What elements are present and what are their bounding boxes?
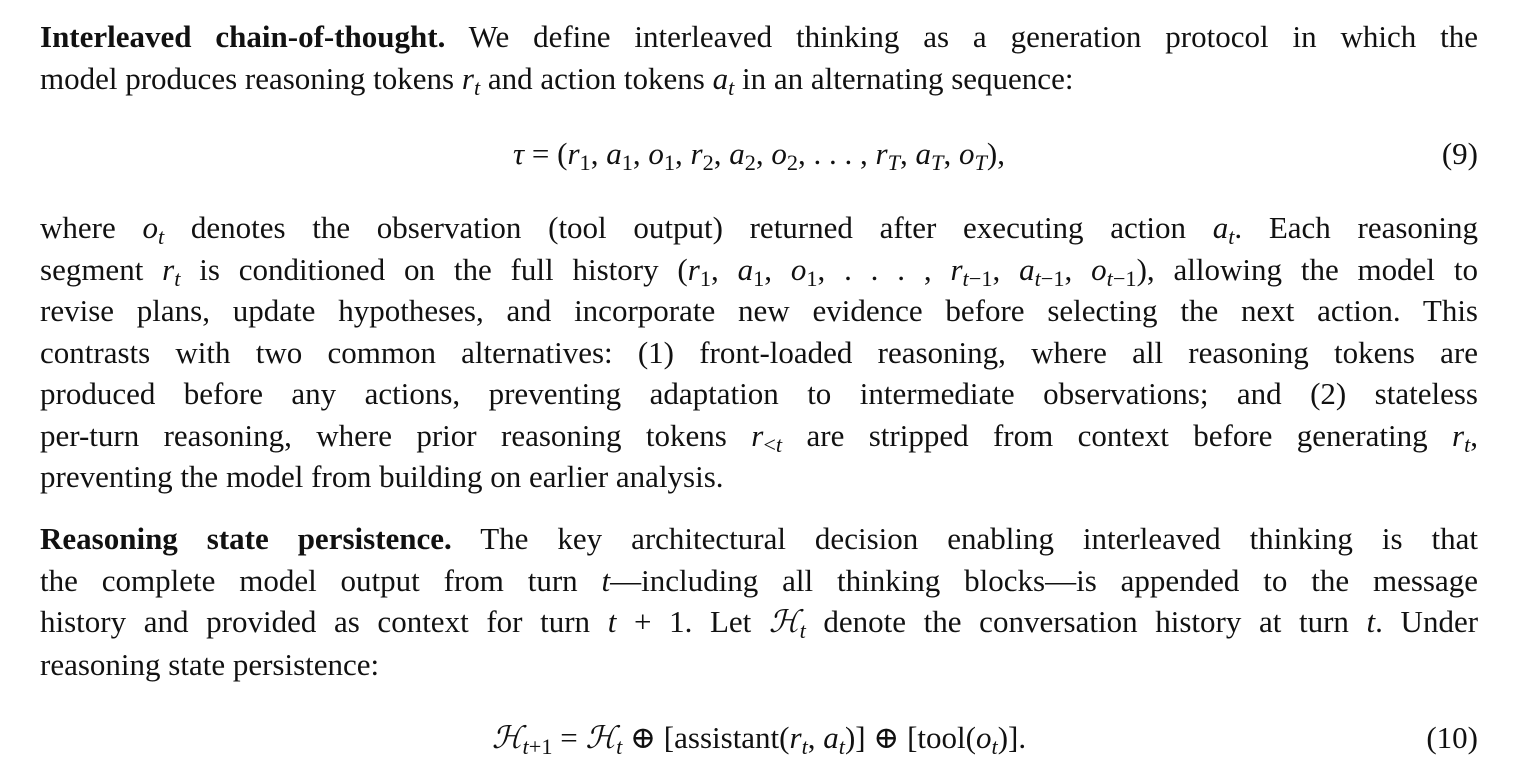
paragraph-interleaved-cot [40,16,1478,99]
body-text: model produces reasoning tokens [40,60,455,96]
body-text: The key architectural decision enabling interleaved thinking is that [480,521,1478,556]
body-text: history and provided as context for turn [40,604,591,639]
equation-number: (9) [1441,136,1478,171]
body-text: . Under [1375,604,1479,639]
body-text: segment [40,251,144,287]
paragraph-heading: Reasoning state persistence. [40,521,452,556]
equation-10-body: ℋ$_{t+1}$ = ℋ$_t$ ⊕ [$assistant(r_t$, $a_t$)] ⊕ $[tool(o_t)]$. [491,720,1027,760]
text-line: reasoning state persistence: [40,646,380,682]
body-text: and action tokens [487,60,705,96]
body-text: We define interleaved thinking as a generation protocol in which the [468,19,1478,54]
equation-9-body: $\tau = (r_1$, $a_1$, $o_1$, $r_2$, $a_2$, $o_2$, . . . , $r_T$, $a_T$, $o_T$), [513,136,1005,176]
body-text: in an alternating sequence: [742,60,1074,96]
text-line [40,16,1478,58]
body-text: denotes the observation (tool output) returned after executing action [190,210,1186,245]
equation-10 [40,717,1478,759]
body-text: denote the conversation history at turn [823,604,1349,639]
text-line: contrasts with two common alternatives: (1) front-loaded reasoning, where all reasoning tokens are [40,334,1478,370]
text-line: model produces reasoning tokens $r_t$ and action tokens $a_t$ in an alternating sequence: [40,60,1074,100]
text-line: segment $r_t$ is conditioned on the full history ($r_1$, $a_1$, $o_1$, . . . , $r_{t-1}$, $a_{t-1}$, $o_{t-1}$), allowing the model to [40,251,1478,291]
equation-number: (10) [1426,720,1478,755]
body-text: per-turn reasoning, where prior reasoning tokens [40,417,727,453]
text-line: revise plans, update hypotheses, and incorporate new evidence before selecting the next action. This [40,293,1478,328]
paragraph-observations [40,207,1478,498]
text-line [40,518,1478,560]
paragraph-heading: Interleaved chain-of-thought. [40,19,446,54]
body-text: . Let [684,604,752,639]
text-line: produced before any actions, preventing adaptation to intermediate observations; and (2) stateless [40,376,1478,411]
paragraph-state-persistence [40,518,1478,685]
body-text: is conditioned on the full history [199,251,659,287]
text-line: preventing the model from building on earlier analysis. [40,459,724,494]
body-text: are stripped from context before generating [806,417,1428,453]
body-text: —including all thinking blocks—is appended to the message [610,562,1478,598]
body-text: the complete model output from turn [40,562,578,598]
text-line: where $o_t$ denotes the observation (tool output) returned after executing action $a_t$. Each reasoning [40,210,1479,250]
body-text: . Each reasoning [1234,210,1479,245]
body-text: , allowing the model to [1146,251,1478,287]
equation-9 [40,133,1478,175]
text-line: history and provided as context for turn t + 1. Let ℋ$_t$ denote the conversation history at turn t. Under [40,604,1479,644]
text-line: the complete model output from turn t—including all thinking blocks—is appended to the message [40,562,1478,598]
text-line: per-turn reasoning, where prior reasoning tokens $r_{<t}$ are stripped from context before generating $r_t$, [40,417,1479,457]
body-text: where [40,210,116,245]
